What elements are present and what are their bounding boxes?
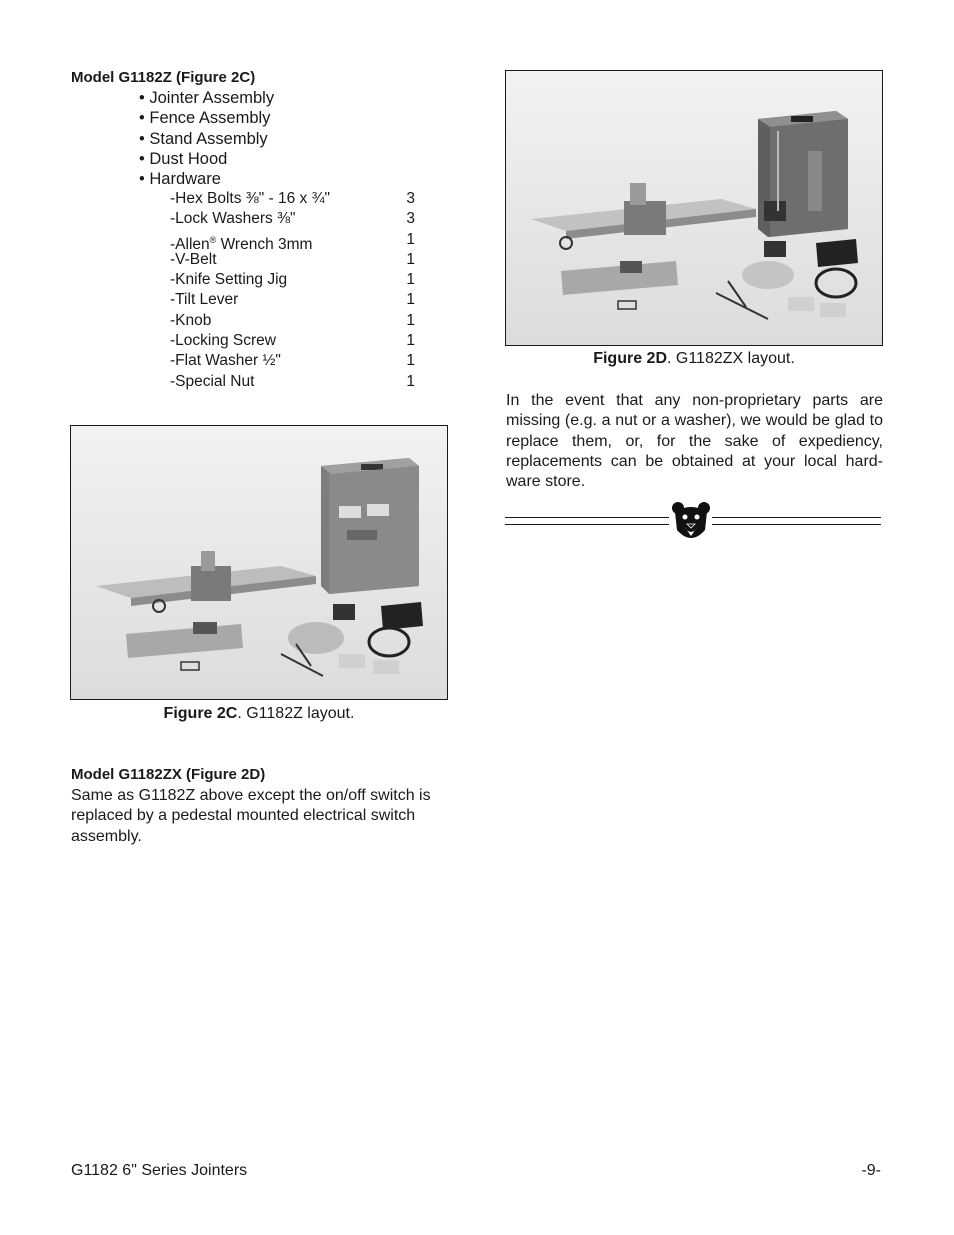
divider-line <box>505 524 669 525</box>
list-item: • Dust Hood <box>139 149 228 168</box>
footer-title: G1182 6" Series Jointers <box>71 1162 248 1179</box>
hardware-item-qty: 1 <box>406 271 415 289</box>
hardware-item-qty: 1 <box>406 372 415 390</box>
hardware-item <box>170 270 415 290</box>
list-item: • Stand Assembly <box>139 129 268 148</box>
hardware-item-name: -V-Belt <box>170 250 217 268</box>
figure-2d-caption <box>505 350 883 368</box>
divider-line <box>712 517 881 518</box>
hardware-item-qty: 1 <box>406 311 415 329</box>
hardware-item-name <box>170 230 313 253</box>
hardware-item <box>170 311 415 331</box>
caption-text: . G1182Z layout. <box>237 705 355 722</box>
hardware-item-name: -Lock Washers ⅜" <box>170 210 296 228</box>
hardware-item-name: -Knob <box>170 311 212 329</box>
hardware-list <box>170 189 415 392</box>
g1182z-bullet-list <box>139 88 274 189</box>
missing-parts-paragraph: In the event that any non-proprietary parts are missing (e.g. a nut or a washer), we would be glad to replace them, or, for the sake of expediency, replacements can be obtained at your local hard-ware store. <box>506 392 883 491</box>
divider-line <box>505 517 669 518</box>
list-item: • Hardware <box>139 170 221 189</box>
list-item: • Jointer Assembly <box>139 89 275 107</box>
hardware-item-qty: 1 <box>406 230 415 248</box>
hardware-item-qty: 1 <box>406 332 415 350</box>
caption-label: Figure 2C <box>163 705 238 722</box>
caption-text: . G1182ZX layout. <box>667 350 795 367</box>
g1182zx-heading: Model G1182ZX (Figure 2D) <box>71 766 266 783</box>
hardware-item-qty: 1 <box>406 250 415 268</box>
hardware-item-prefix: -Allen <box>170 235 210 253</box>
hardware-item-name: -Tilt Lever <box>170 291 239 309</box>
registered-mark: ® <box>209 234 217 245</box>
hardware-item-suffix: Wrench 3mm <box>216 235 313 253</box>
hardware-item-name: -Knife Setting Jig <box>170 271 288 289</box>
hardware-item <box>170 331 415 351</box>
hardware-item <box>170 372 415 392</box>
hardware-item <box>170 189 415 209</box>
figure-2c-photo <box>70 425 448 700</box>
hardware-item-name: -Locking Screw <box>170 332 276 350</box>
hardware-item-qty: 3 <box>406 210 415 228</box>
hardware-item-qty: 3 <box>406 190 415 207</box>
bear-head-icon <box>671 500 711 544</box>
hardware-item <box>170 290 415 310</box>
hardware-item-qty: 1 <box>406 291 415 309</box>
hardware-item <box>170 351 415 371</box>
hardware-item-name: -Special Nut <box>170 372 255 390</box>
hardware-item-name: -Flat Washer ½" <box>170 352 281 370</box>
divider-line <box>712 524 881 525</box>
hardware-item-qty: 1 <box>406 352 415 370</box>
hardware-item <box>170 230 415 253</box>
list-item: • Fence Assembly <box>139 109 271 128</box>
jointer-pedestal-layout-illustration <box>506 71 882 345</box>
hardware-item <box>170 209 415 229</box>
caption-label: Figure 2D <box>593 350 667 367</box>
g1182z-heading: Model G1182Z (Figure 2C) <box>71 69 256 86</box>
figure-2c-caption <box>70 705 448 723</box>
figure-2d-photo <box>505 70 883 346</box>
hardware-item-name: -Hex Bolts ⅜" - 16 x ¾" <box>170 190 331 207</box>
page-number: -9- <box>861 1162 881 1179</box>
g1182zx-body: Same as G1182Z above except the on/off switch is replaced by a pedestal mounted electrical switch assembly. <box>71 787 431 845</box>
jointer-layout-illustration <box>71 426 447 699</box>
